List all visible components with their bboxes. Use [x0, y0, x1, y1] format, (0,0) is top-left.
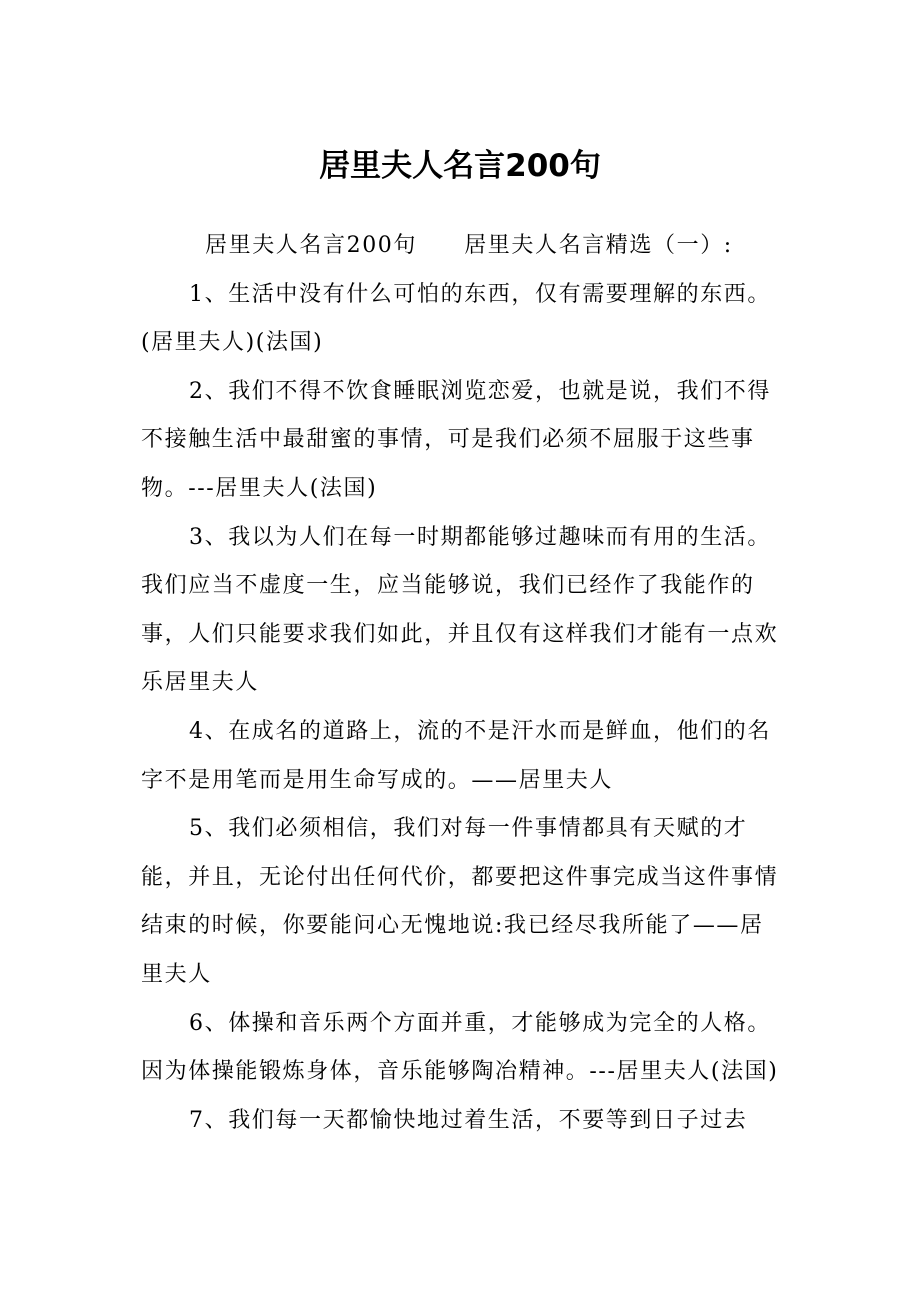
quote-paragraph: 4、在成名的道路上，流的不是汗水而是鲜血，他们的名字不是用笔而是用生命写成的。——居里夫人 [141, 718, 771, 793]
quote-paragraph: 7、我们每一天都愉快地过着生活，不要等到日子过去 [189, 1107, 748, 1133]
quote-paragraph: 2、我们不得不饮食睡眠浏览恋爱，也就是说，我们不得不接触生活中最甜蜜的事情，可是我们必须不屈服于这些事物。---居里夫人(法国) [141, 378, 771, 501]
quote-paragraph: 1、生活中没有什么可怕的东西，仅有需要理解的东西。(居里夫人)(法国) [141, 281, 771, 356]
quote-paragraph: 3、我以为人们在每一时期都能够过趣味而有用的生活。我们应当不虚度一生，应当能够说，我们已经作了我能作的事，人们只能要求我们如此，并且仅有这样我们才能有一点欢乐居里夫人 [141, 524, 779, 696]
intro-line: 居里夫人名言200句 居里夫人名言精选（一）: [205, 233, 733, 258]
quote-paragraph: 5、我们必须相信，我们对每一件事情都具有天赋的才能，并且，无论付出任何代价，都要把这件事完成当这件事情结束的时候，你要能问心无愧地说:我已经尽我所能了——居里夫人 [141, 816, 779, 987]
quote-paragraph: 6、体操和音乐两个方面并重，才能够成为完全的人格。因为体操能锻炼身体，音乐能够陶冶精神。---居里夫人(法国) [141, 1010, 779, 1085]
document-title: 居里夫人名言200句 [319, 148, 601, 184]
document-body [141, 222, 783, 1145]
